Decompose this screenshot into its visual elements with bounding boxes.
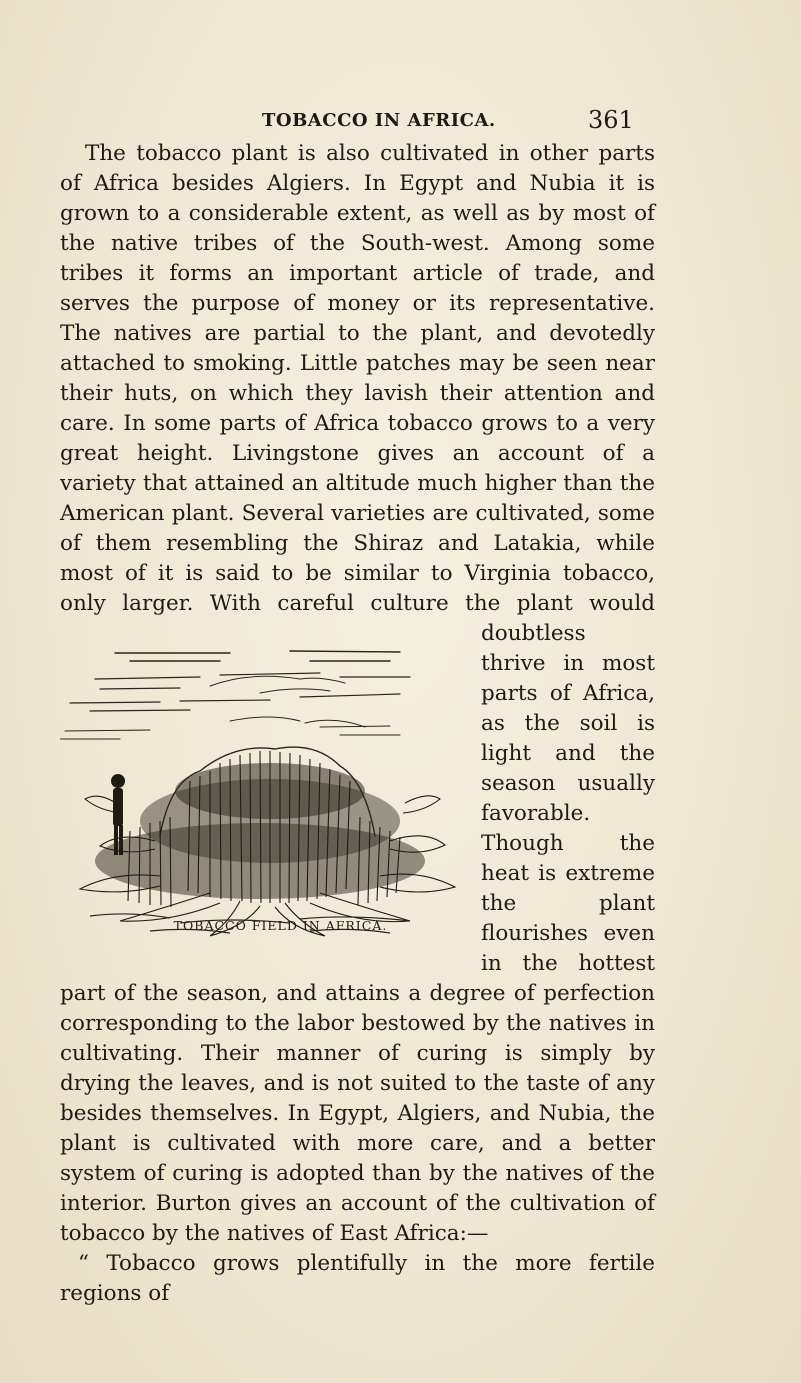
paragraph-text-2: doubtless thrive in most parts of Africa, as the soil is light and the season usually favorable. Though the heat is extreme the plant flourishes even in the hottest part of the season, and attains a degree of perfection corresponding to the labor bestowed by the natives in cultivating. Their manner of curing is simply by drying the leaves, and is not suited to the taste of any besides themselves. In Egypt, Algiers, and Nubia, the plant is cultivated with more care, and a better system of curing is adopted than by the natives of the interior. Burton gives an account of the cultivation of tobacco by the natives of East Africa:—: [60, 621, 655, 1246]
paragraph-tobacco-africa: [60, 139, 655, 1249]
body-text: [60, 139, 655, 1309]
paragraph-text-1: The tobacco plant is also cultivated in other parts of Africa besides Algiers. In Egypt and Nubia it is grown to a considerable extent, as well as by most of the native tribes of the South-west. Among some tribes it forms an important article of trade, and serves the purpose of money or its representative. The natives are partial to the plant, and devotedly attached to smoking. Little patches may be seen near their huts, on which they lavish their attention and care. In some parts of Africa tobacco grows to a very great height. Livingstone gives an account of a variety that attained an altitude much higher than the American plant. Several varieties are cultivated, some of them resembling the Shiraz and Latakia, while most of it is said to be similar to Virginia tobacco, only larger. With careful culture the plant would: [60, 141, 655, 616]
quotation-start: “ Tobacco grows plentifully in the more fertile regions of: [60, 1251, 655, 1306]
figure-caption: TOBACCO FIELD IN AFRICA.: [173, 918, 388, 933]
running-header: [0, 106, 801, 136]
running-title: TOBACCO IN AFRICA.: [262, 110, 496, 131]
page-number: 361: [588, 106, 634, 134]
figure-tobacco-field: [60, 631, 465, 960]
tobacco-field-engraving-icon: [60, 631, 465, 960]
